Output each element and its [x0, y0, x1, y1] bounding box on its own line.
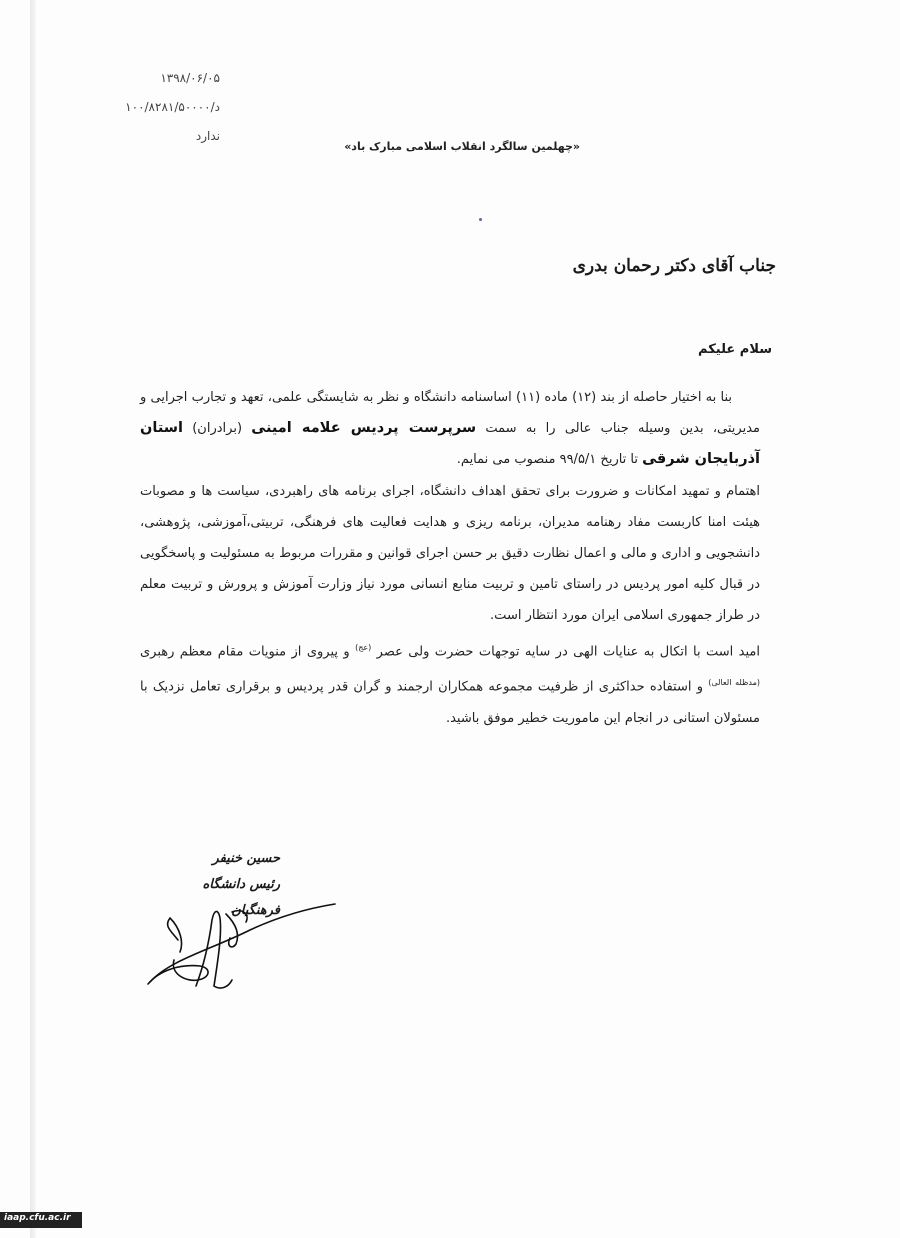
- greeting: سلام علیکم: [698, 342, 772, 357]
- signatory-title: رئیس دانشگاه فرهنگیان: [202, 877, 280, 918]
- appointment-position: سرپرست پردیس علامه امینی: [251, 420, 477, 437]
- letter-body: [140, 382, 760, 734]
- watermark-text: iaap.cfu.ac.ir: [4, 1213, 71, 1223]
- paragraph-wishes: امید است با اتکال به عنایات الهی در سایه توجهات حضرت ولی عصر $^{(عج)}$ و پیروی از منویات مقام معظم رهبری $^{(مدظله العالی)}$ و استفاده حداکثری از ظرفیت مجموعه همکاران ارجمند و گران قدر پردیس و برقراری تعامل نزدیک با مسئولان استانی در انجام این ماموریت خطیر موفق باشید.: [140, 642, 761, 726]
- letter-number: ۱۰۰/۸۲۸۱/۵۰۰۰۰/د: [125, 100, 220, 114]
- paragraph-appointment: بنا به اختیار حاصله از بند (۱۲) ماده (۱۱) اساسنامه دانشگاه و نظر به شایستگی علمی، تعهد و تجارب اجرایی و مدیریتی، بدین وسیله جناب عالی را به سمت سرپرست پردیس علامه امینی (برادران) استان آذربایجان شرقی تا تاریخ ۹۹/۵/۱ منصوب می نمایم.: [140, 390, 760, 468]
- ink-dot: [479, 218, 482, 221]
- letter-date: ۱۳۹۸/۰۶/۰۵: [160, 71, 220, 85]
- scan-edge: [30, 0, 36, 1238]
- signatory-name: حسین خنیفر: [212, 851, 280, 866]
- paragraph-duties: اهتمام و تمهید امکانات و ضرورت برای تحقق اهداف دانشگاه، اجرای برنامه های راهبردی، سیاست ها و مصوبات هیئت امنا کاربست مفاد رهنامه مدیران، برنامه ریزی و هدایت فعالیت های فرهنگی، تربیتی،آموزشی، پژوهشی، دانشجویی و اداری و مالی و اعمال نظارت دقیق بر حسن اجرای قوانین و مقررات مربوط به مسئولیت و پاسخگویی در قبال کلیه امور پردیس در راستای تامین و تربیت منابع انسانی مورد نیاز وزارت آموزش و پرورش و تربیت معلم در طراز جمهوری اسلامی ایران مورد انتظار است.: [140, 483, 760, 624]
- letter-meta: [80, 64, 220, 151]
- anniversary-slogan: «چهلمین سالگرد انقلاب اسلامی مبارک باد»: [344, 140, 580, 153]
- honorific-ajj: (عج): [355, 642, 372, 652]
- watermark-badge: [0, 1212, 82, 1228]
- honorific-madazilluhu: (مدظله العالی): [708, 678, 761, 688]
- handwritten-signature: [140, 890, 340, 1000]
- letter-attachment: ندارد: [195, 129, 220, 143]
- appointment-province: استان آذربایجان شرقی: [140, 420, 760, 468]
- recipient-line: جناب آقای دکتر رحمان بدری: [572, 256, 776, 276]
